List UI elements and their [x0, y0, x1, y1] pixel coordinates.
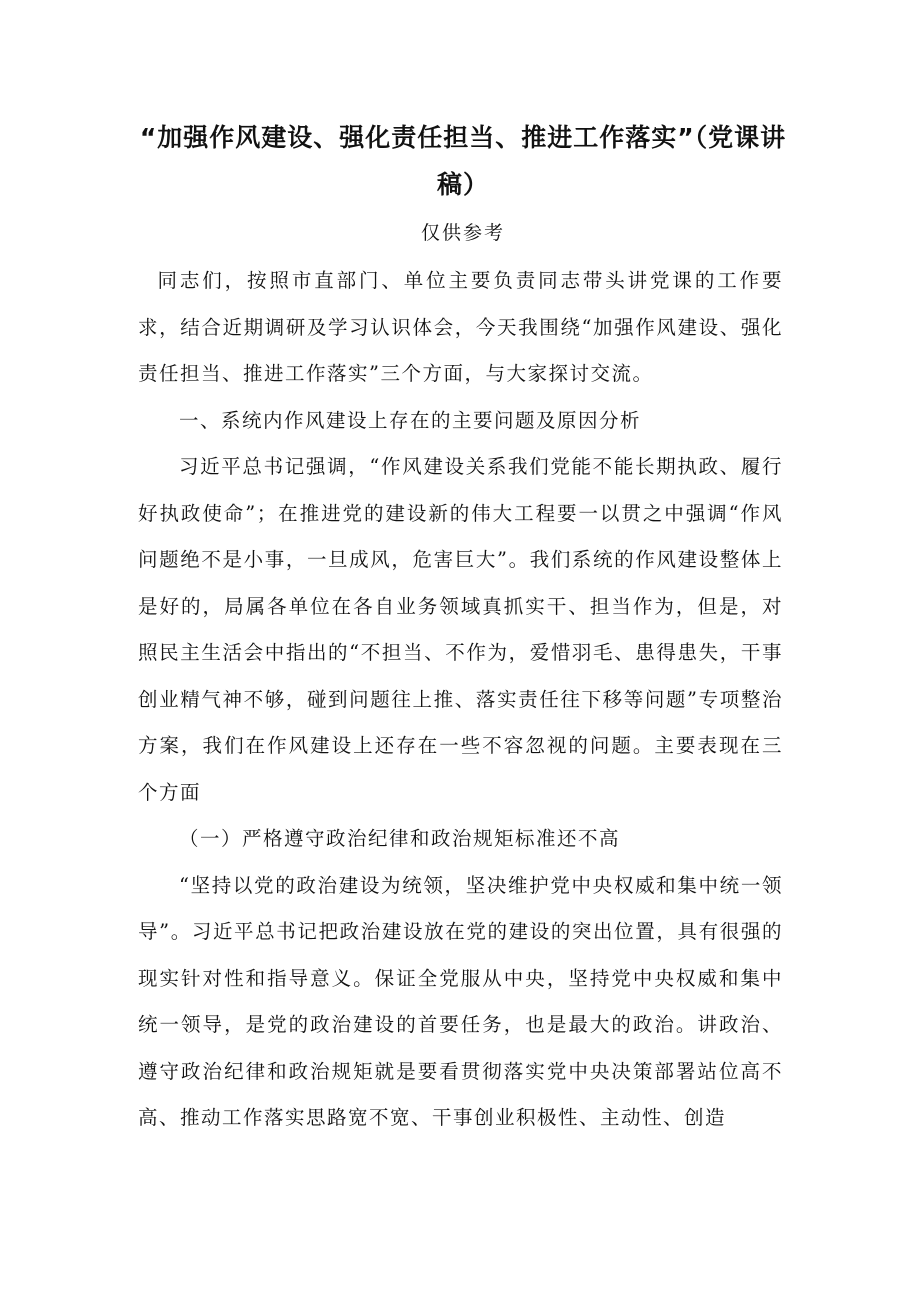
- paragraph-intro: 同志们，按照市直部门、单位主要负责同志带头讲党课的工作要求，结合近期调研及学习认识体会，今天我围绕“加强作风建设、强化责任担当、推进工作落实”三个方面，与大家探讨交流。: [138, 269, 783, 385]
- subsection-heading-1: （一）严格遵守政治纪律和政治规矩标准还不高: [178, 827, 620, 850]
- document-body: [138, 258, 783, 1142]
- document-title: “加强作风建设、强化责任担当、推进工作落实”（党课讲稿）: [139, 123, 787, 199]
- section-heading-1: 一、系统内作风建设上存在的主要问题及原因分析: [178, 408, 641, 432]
- paragraph-subsection-1: “坚持以党的政治建设为统领，坚决维护党中央权威和集中统一领导”。习近平总书记把政治建设放在党的建设的突出位置，具有很强的现实针对性和指导意义。保证全党服从中央，坚持党中央权威和集中统一领导，是党的政治建设的首要任务，也是最大的政治。讲政治、遵守政治纪律和政治规矩就是要看贯彻落实党中央决策部署站位高不高、推动工作落实思路宽不宽、干事创业积极性、主动性、创造: [138, 873, 783, 1129]
- paragraph-section-1: 习近平总书记强调，“作风建设关系我们党能不能长期执政、履行好执政使命”；在推进党的建设新的伟大工程要一以贯之中强调“作风问题绝不是小事，一旦成风，危害巨大”。我们系统的作风建设整体上是好的，局属各单位在各自业务领域真抓实干、担当作为，但是，对照民主生活会中指出的“不担当、不作为，爱惜羽毛、患得患失，干事创业精气神不够，碰到问题往上推、落实责任往下移等问题”专项整治方案，我们在作风建设上还存在一些不容忽视的问题。主要表现在三个方面: [138, 455, 783, 804]
- document-subtitle: 仅供参考: [420, 222, 505, 244]
